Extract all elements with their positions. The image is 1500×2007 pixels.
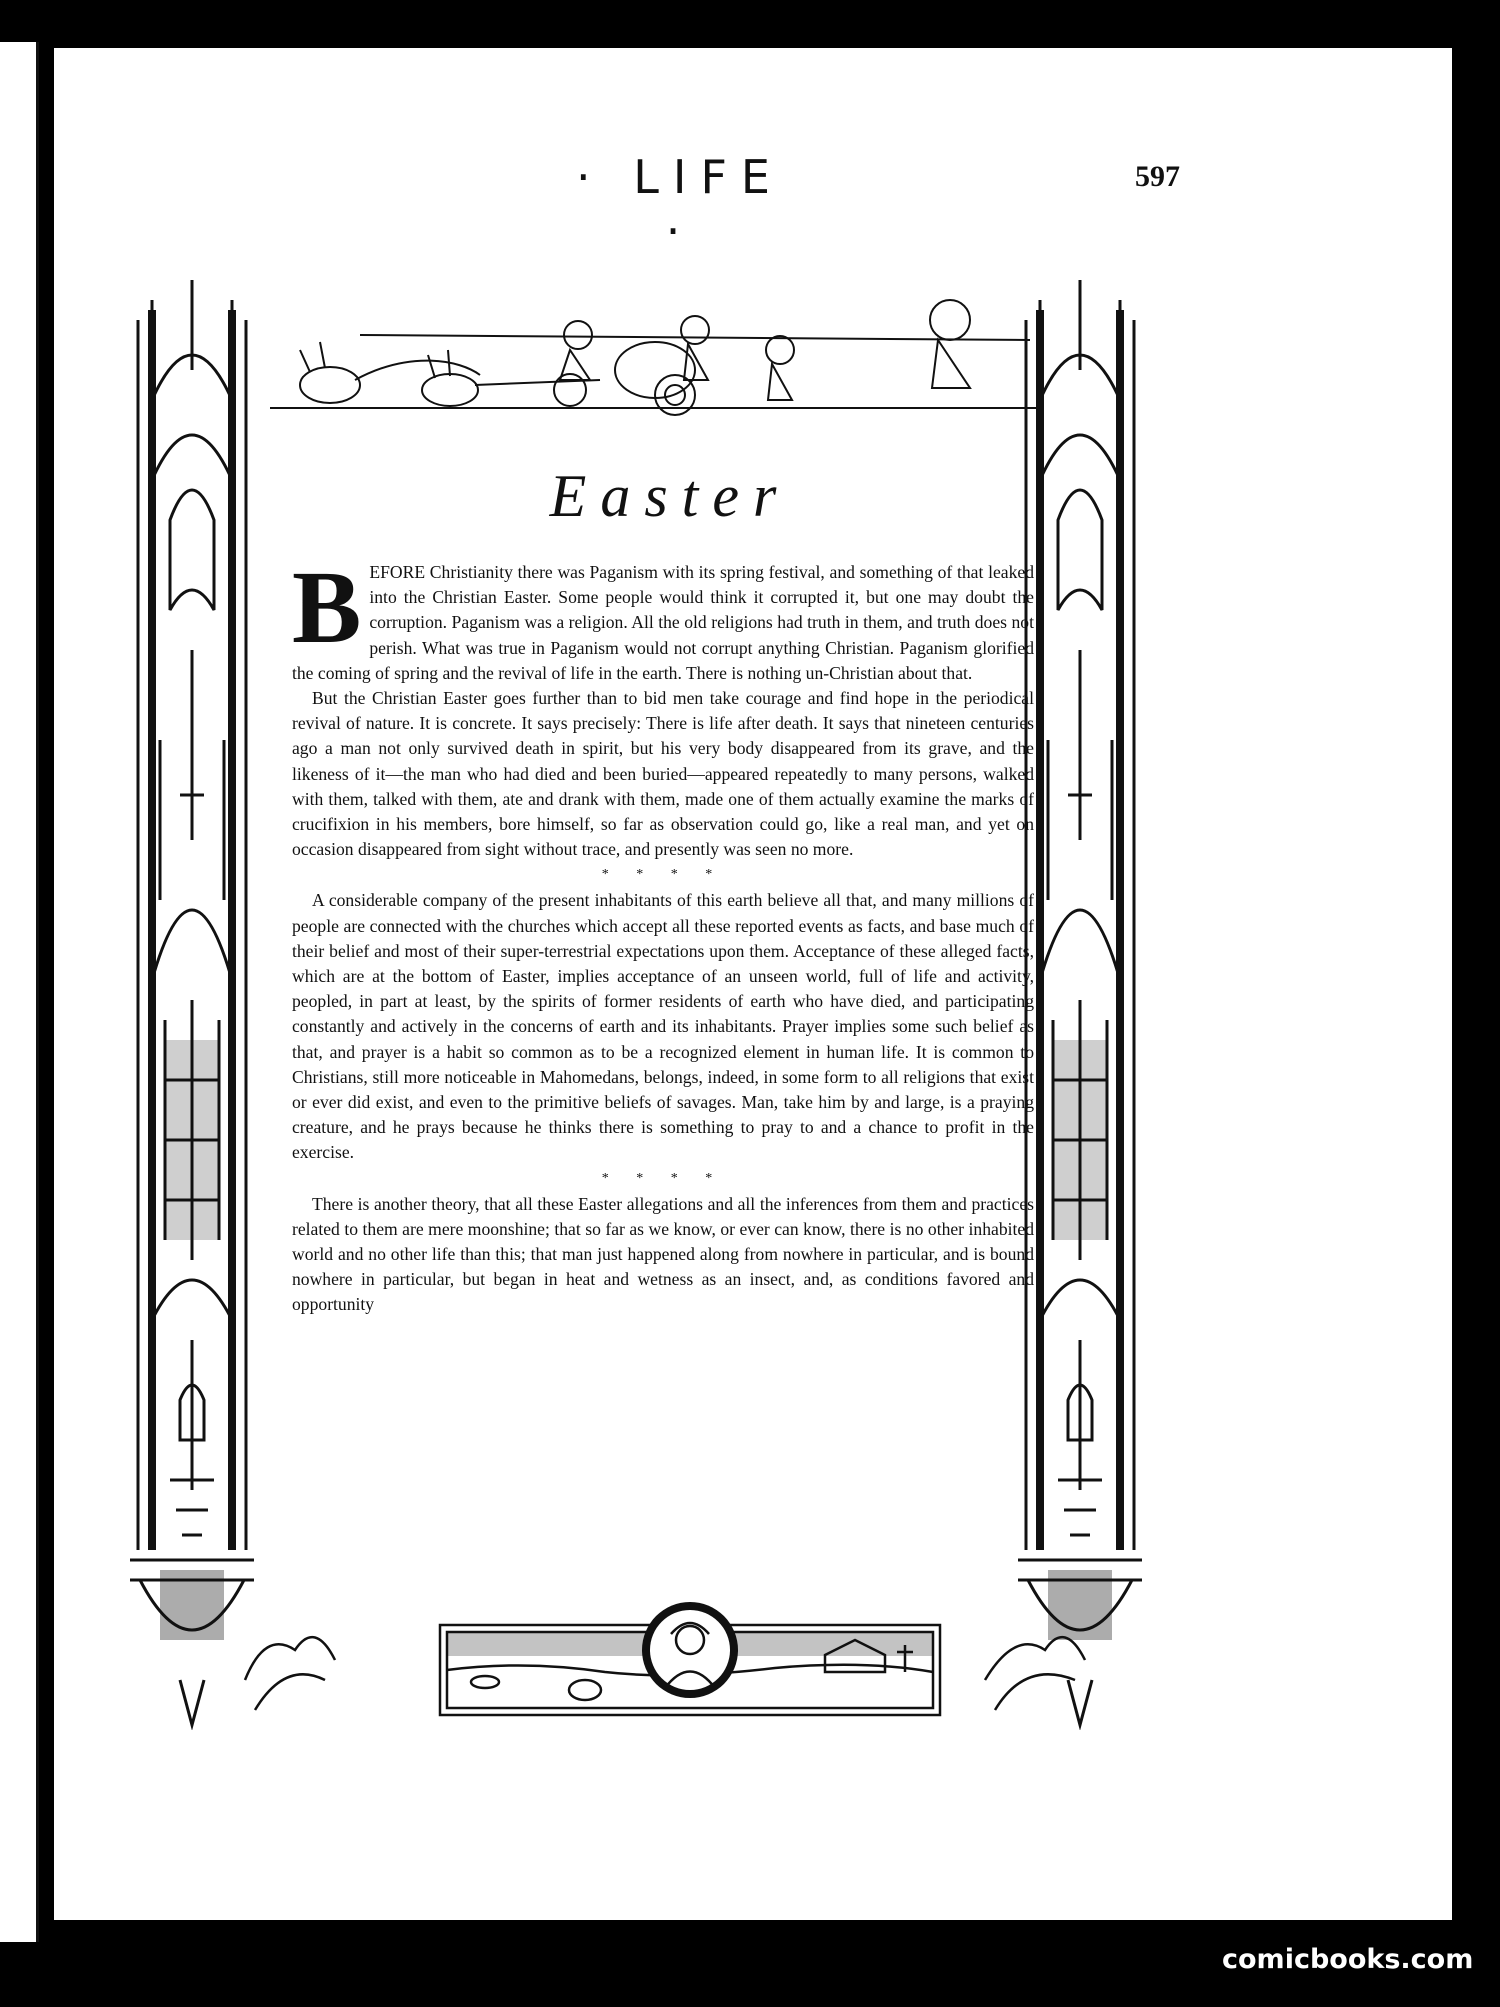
bottom-winter-vignette [225, 1560, 1095, 1730]
article-paragraph-2: But the Christian Easter goes further than to bid men take courage and find hope in the periodical revival of nature. It is concrete. It says precisely: There is life after death. It says that nineteen centuries ago a man not only survived death in spirit, but his very body disappeared from its grave, and the likeness of it—the man who had died and been buried—appeared repeatedly to many persons, walked with them, talked with them, ate and drank with them, made one of them actually examine the marks of crucifixion in his members, bore himself, so far as observation could go, like a real man, and yet on occasion disappeared from sight without trace, and presently was seen no more. [292, 688, 1034, 860]
watermark: comicbooks.com [1222, 1944, 1474, 1975]
left-gothic-pillar [130, 280, 254, 1730]
article-paragraph-4: There is another theory, that all these Easter allegations and all the inferences from them and practices related to them are mere moonshine; that so far as we know, or ever can know, there is no other inhabited world and no other life than this; that man just happened along from nowhere in particular, and is bound nowhere in particular, but began in heat and wetness as an insect, and, as conditions favored and opportunity [292, 1193, 1034, 1315]
article-paragraph-3: A considerable company of the present inhabitants of this earth believe all that, and many millions of people are connected with the churches which accept all these reported events as facts, and base much of their belief and most of their super-terrestrial expectations upon them. Acceptance of these alleged facts, which are at the bottom of Easter, implies acceptance of an unseen world, full of life and activity, peopled, in part at least, by the spirits of former residents of earth who have died, and participating constantly and actively in the concerns of earth and its inhabitants. Prayer implies some such belief as that, and prayer is a habit so common as to be a recognized element in human life. It is common to Christians, still more noticeable in Mahomedans, belongs, indeed, in some form to all religions that exist or ever did exist, and even to the primitive beliefs of savages. Man, take him by and large, is a praying creature, and he prays because he thinks there is something to pray to and a chance to profit in the exercise. [292, 890, 1034, 1163]
article-body [292, 550, 1034, 1318]
section-separator-1: * * * * [601, 867, 725, 883]
section-separator-2: * * * * [601, 1170, 725, 1186]
adjacent-page-edge [0, 42, 39, 1942]
drop-cap: B [292, 550, 362, 665]
article-title: Easter [549, 463, 791, 529]
article-paragraph-1: BEFORE Christianity there was Paganism with its spring festival, and something of that leaked into the Christian Easter. Some people would think it corrupted it, but one may doubt the corruption. Paganism was a religion. All the old religions had truth in them, and truth does not perish. What was true in Paganism would not corrupt anything Christian. Paganism glorified the coming of spring and the revival of life in the earth. There is nothing un-Christian about that. [292, 550, 1034, 683]
top-cherub-illustration [270, 280, 1040, 430]
masthead: · LIFE · [576, 150, 784, 258]
page-number: 597 [1135, 160, 1180, 193]
